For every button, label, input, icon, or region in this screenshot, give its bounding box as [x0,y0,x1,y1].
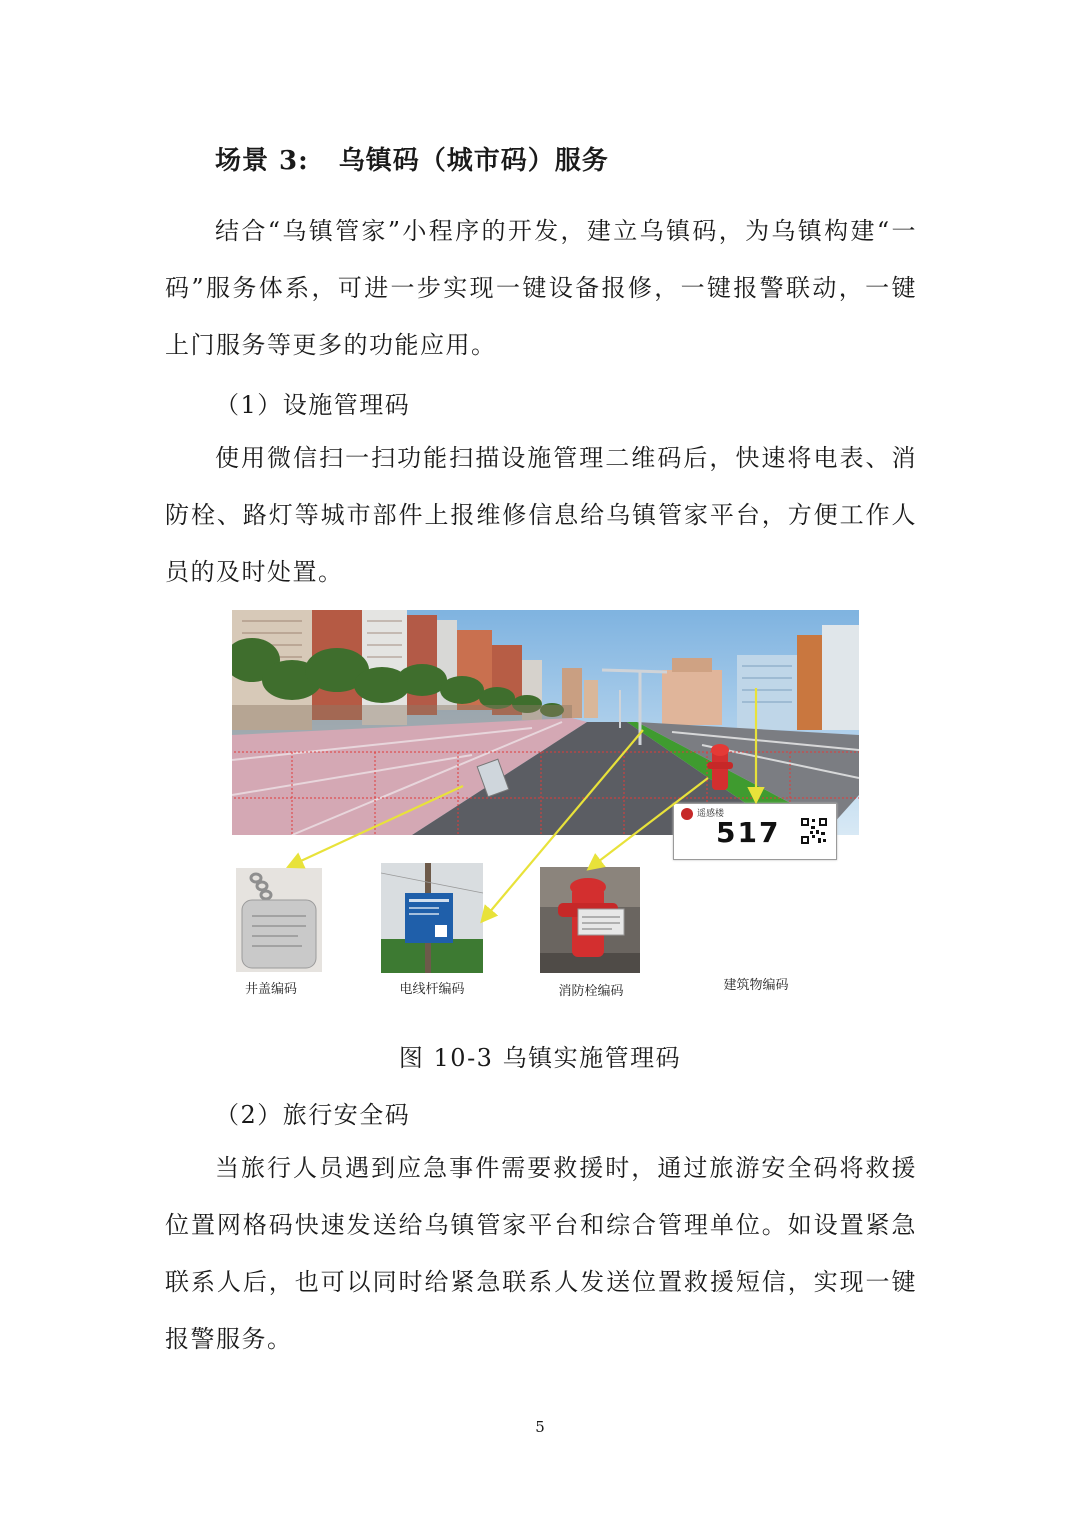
scene-title: 乌镇码（城市码）服务 [338,146,609,176]
label-hydrant: 消防栓编码 [558,984,624,999]
plate-brand: 遥感楼 [697,809,725,819]
plate-number: 517 [716,816,781,849]
figure-facility-codes [218,608,863,1008]
label-manhole: 井盖编码 [244,982,297,997]
section-facility-code: （1）设施管理码 [215,391,411,419]
manhole-tag-photo-icon [236,868,322,972]
section-travel-safety-code: （2）旅行安全码 [215,1101,411,1129]
paragraph-travel-safety: 当旅行人员遇到应急事件需要救援时，通过旅游安全码将救援位置网格码快速发送给乌镇管家平台和综合管理单位。如设置紧急联系人后，也可以同时给紧急联系人发送位置救援短信，实现一键报警服务。 [165,1154,917,1353]
scene-number: 场景 3: [215,146,309,176]
street-scene-image [232,610,859,835]
brand-logo-icon [681,808,693,820]
scene-heading [215,140,609,177]
building-plate-icon [673,803,837,860]
paragraph-facility: 使用微信扫一扫功能扫描设施管理二维码后，快速将电表、消防栓、路灯等城市部件上报维修信息给乌镇管家平台，方便工作人员的及时处置。 [165,444,917,586]
label-pole: 电线杆编码 [399,982,465,997]
label-building: 建筑物编码 [723,978,789,993]
paragraph-intro: 结合“乌镇管家”小程序的开发，建立乌镇码，为乌镇构建“一码”服务体系，可进一步实现一键设备报修，一键报警联动，一键上门服务等更多的功能应用。 [165,217,917,359]
figure-caption: 图 10-3 乌镇实施管理码 [398,1044,682,1072]
hydrant-photo-icon [540,867,640,973]
qr-code-icon [800,817,828,845]
page-number: 5 [535,1418,545,1436]
pole-sign-photo-icon [381,863,483,973]
